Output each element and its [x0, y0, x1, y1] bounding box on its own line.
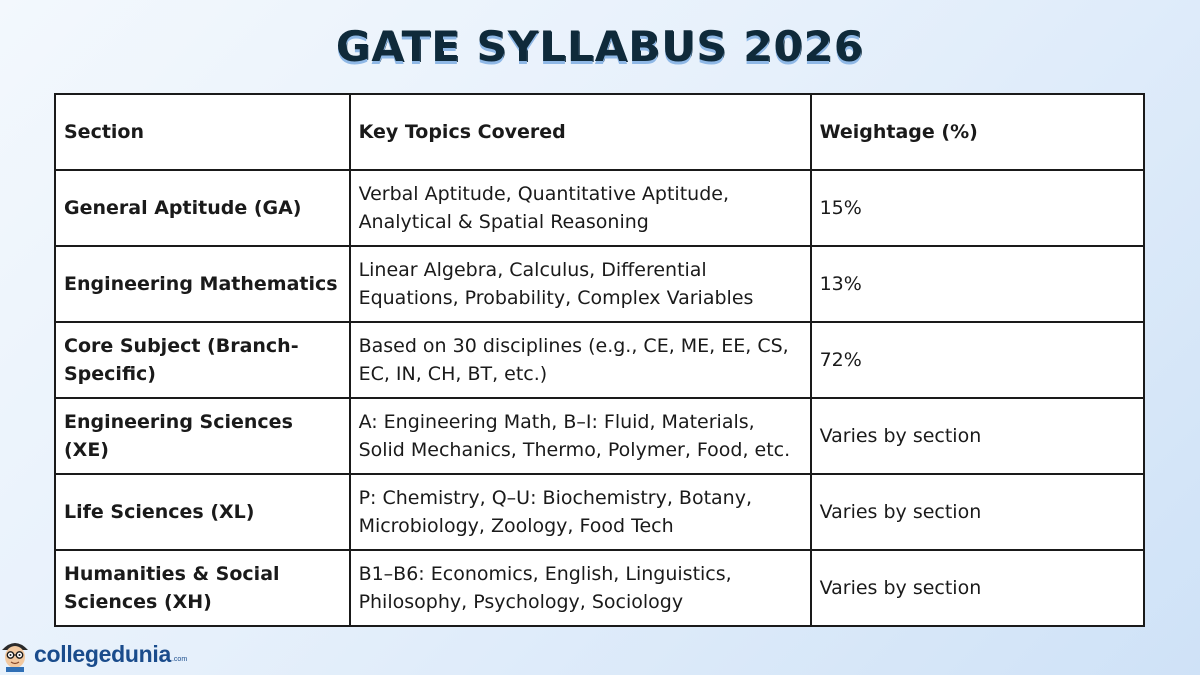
- section-cell: General Aptitude (GA): [55, 170, 350, 246]
- weightage-cell: 72%: [811, 322, 1144, 398]
- table-row: [55, 170, 1144, 246]
- topics-cell: Linear Algebra, Calculus, Differential Equations, Probability, Complex Variables: [350, 246, 811, 322]
- section-cell: Life Sciences (XL): [55, 474, 350, 550]
- topics-cell: Based on 30 disciplines (e.g., CE, ME, EE, CS, EC, IN, CH, BT, etc.): [350, 322, 811, 398]
- brand-name: collegedunia: [34, 640, 171, 667]
- header-section: Section: [55, 94, 350, 170]
- weightage-cell: Varies by section: [811, 398, 1144, 474]
- table-row: [55, 398, 1144, 474]
- section-cell: Humanities & Social Sciences (XH): [55, 550, 350, 626]
- topics-cell: B1–B6: Economics, English, Linguistics, Philosophy, Psychology, Sociology: [350, 550, 811, 626]
- section-cell: Engineering Mathematics: [55, 246, 350, 322]
- topics-cell: P: Chemistry, Q–U: Biochemistry, Botany, Microbiology, Zoology, Food Tech: [350, 474, 811, 550]
- weightage-cell: Varies by section: [811, 550, 1144, 626]
- header-weightage: Weightage (%): [811, 94, 1144, 170]
- table-header-row: [55, 94, 1144, 170]
- weightage-cell: 13%: [811, 246, 1144, 322]
- table-row: [55, 246, 1144, 322]
- topics-cell: Verbal Aptitude, Quantitative Aptitude, Analytical & Spatial Reasoning: [350, 170, 811, 246]
- table-row: [55, 322, 1144, 398]
- header-key-topics: Key Topics Covered: [350, 94, 811, 170]
- brand-tld: .com: [171, 655, 188, 663]
- section-cell: Engineering Sciences (XE): [55, 398, 350, 474]
- mascot-icon: [0, 636, 30, 672]
- page-title: GATE SYLLABUS 2026: [335, 22, 865, 71]
- table-row: [55, 550, 1144, 626]
- section-cell: Core Subject (Branch-Specific): [55, 322, 350, 398]
- topics-cell: A: Engineering Math, B–I: Fluid, Materials, Solid Mechanics, Thermo, Polymer, Food, etc.: [350, 398, 811, 474]
- weightage-cell: 15%: [811, 170, 1144, 246]
- syllabus-table: [54, 93, 1145, 627]
- table-row: [55, 474, 1144, 550]
- weightage-cell: Varies by section: [811, 474, 1144, 550]
- brand-logo[interactable]: [0, 636, 187, 672]
